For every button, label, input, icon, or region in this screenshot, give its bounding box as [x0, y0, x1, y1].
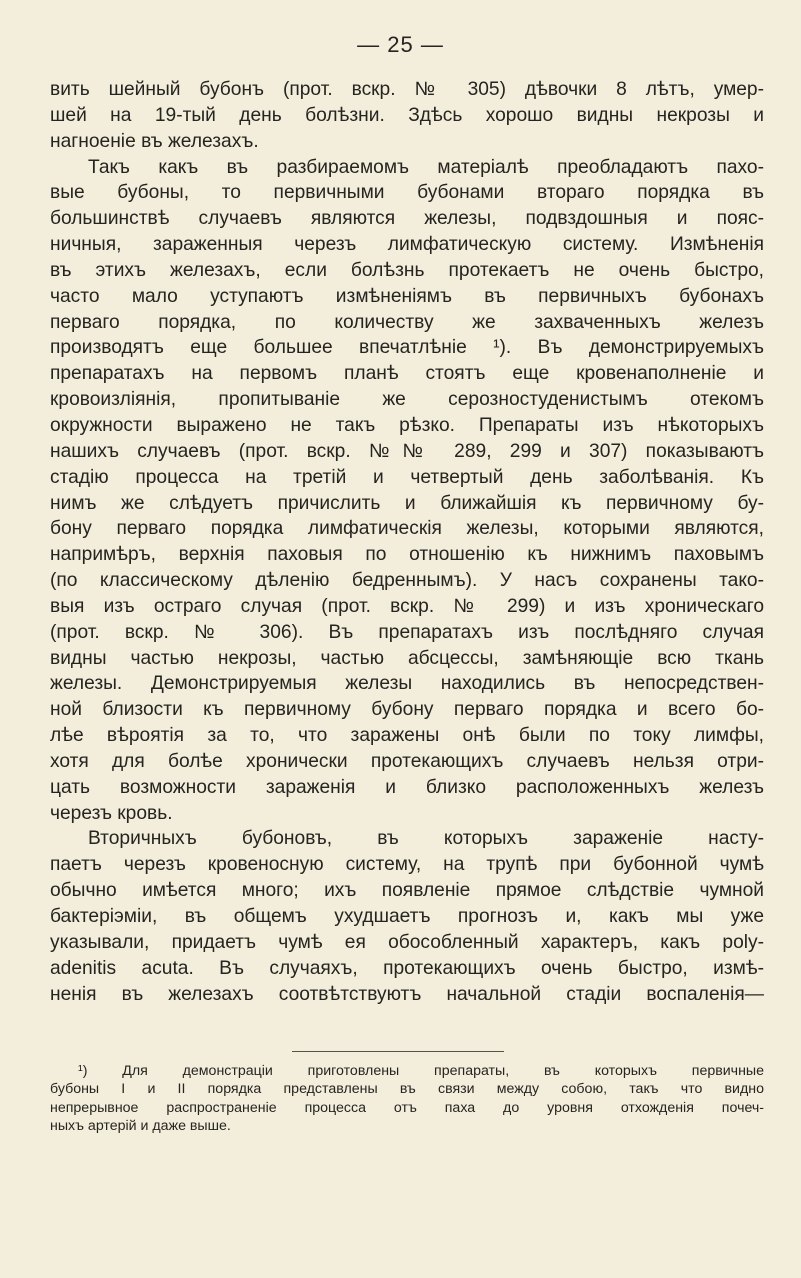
text-line: часто мало уступаютъ измѣненіямъ въ первичныхъ бубонахъ — [50, 285, 764, 307]
page-number: — 25 — — [357, 32, 444, 57]
text-line: окружности выражено не такъ рѣзко. Препараты изъ нѣкоторыхъ — [50, 414, 764, 436]
text-line: стадію процесса на третій и четвертый день заболѣванія. Къ — [50, 466, 764, 488]
text-line: шей на 19-тый день болѣзни. Здѣсь хорошо видны некрозы и — [50, 104, 764, 126]
text-line: Вторичныхъ бубоновъ, въ которыхъ зараженіе насту- — [88, 828, 764, 850]
text-line: нашихъ случаевъ (прот. вскр. №№ 289, 299 и 307) показываютъ — [50, 440, 764, 462]
text-line: цать возможности зараженія и близко расположенныхъ железъ — [50, 776, 764, 798]
text-line: вить шейный бубонъ (прот. вскр. № 305) дѣвочки 8 лѣтъ, умер- — [50, 79, 764, 100]
text-line: кровоизліянія, пропитываніе же серозностуденистымъ отекомъ — [50, 389, 764, 411]
footnote-line: непрерывное распространеніе процесса отъ паха до уровня отхожденія почеч- — [50, 1099, 764, 1116]
text-line: (по классическому дѣленію бедреннымъ). У насъ сохранены тако- — [50, 570, 764, 592]
text-line: производятъ еще большее впечатлѣніе ¹). Въ демонстрируемыхъ — [50, 337, 764, 359]
text-line: перваго порядка, по количеству же захваченныхъ железъ — [50, 311, 764, 333]
text-line: нимъ же слѣдуетъ причислить и ближайшія къ первичному бу- — [50, 492, 764, 514]
text-line: бону перваго порядка лимфатическія железы, которыми являются, — [50, 518, 764, 540]
text-line: препаратахъ на первомъ планѣ стоятъ еще кровенаполненіе и — [50, 363, 764, 385]
text-line: въ этихъ железахъ, если болѣзнь протекаетъ не очень быстро, — [50, 259, 764, 281]
text-line: ничныя, зараженныя черезъ лимфатическую систему. Измѣненія — [50, 234, 764, 256]
footnote-line: бубоны I и II порядка представлены въ связи между собою, такъ что видно — [50, 1081, 764, 1098]
text-line: ненія въ железахъ соотвѣтствуютъ начальной стадіи воспаленія— — [50, 983, 764, 1005]
text-line: видны частью некрозы, частью абсцессы, замѣняющіе всю ткань — [50, 647, 764, 669]
text-line: бактеріэміи, въ общемъ ухудшаетъ прогнозъ и, какъ мы уже — [50, 906, 764, 927]
text-line: лѣе вѣроятія за то, что заражены онѣ были по току лимфы, — [50, 725, 764, 747]
text-line: (прот. вскр. № 306). Въ препаратахъ изъ послѣдняго случая — [50, 621, 764, 643]
text-line: adenitis acuta. Въ случаяхъ, протекающихъ очень быстро, измѣ- — [50, 957, 764, 979]
main-text — [50, 77, 764, 1007]
text-line: хотя для болѣе хронически протекающихъ случаевъ нельзя отри- — [50, 750, 764, 772]
footnote — [50, 1062, 764, 1136]
text-line: паетъ черезъ кровеносную систему, на трупѣ при бубонной чумѣ — [50, 854, 764, 876]
text-line: указывали, придаетъ чумѣ ея обособленный характеръ, какъ poly- — [50, 931, 764, 953]
text-line: Такъ какъ въ разбираемомъ матеріалѣ преобладаютъ пахо- — [88, 156, 764, 178]
text-line: нагноеніе въ железахъ. — [50, 130, 259, 152]
footnote-line: ныхъ артерій и даже выше. — [50, 1118, 231, 1135]
text-line: выя изъ остраго случая (прот. вскр. № 299) и изъ хроническаго — [50, 595, 764, 617]
text-line: напримѣръ, верхнія паховыя по отношенію къ нижнимъ паховымъ — [50, 544, 764, 566]
footnote-line: ¹) Для демонстраціи приготовлены препараты, въ которыхъ первичные — [78, 1063, 764, 1079]
text-line: вые бубоны, то первичными бубонами втораго порядка въ — [50, 182, 764, 204]
text-line: железы. Демонстрируемыя железы находились въ непосредствен- — [50, 673, 764, 695]
text-line: черезъ кровь. — [50, 802, 173, 824]
text-line: большинствѣ случаевъ являются железы, подвздошныя и пояс- — [50, 208, 764, 230]
text-line: ной близости къ первичному бубону перваго порядка и всего бо- — [50, 699, 764, 721]
footnote-divider — [292, 1051, 504, 1052]
text-line: обычно имѣется много; ихъ появленіе прямое слѣдствіе чумной — [50, 880, 764, 902]
